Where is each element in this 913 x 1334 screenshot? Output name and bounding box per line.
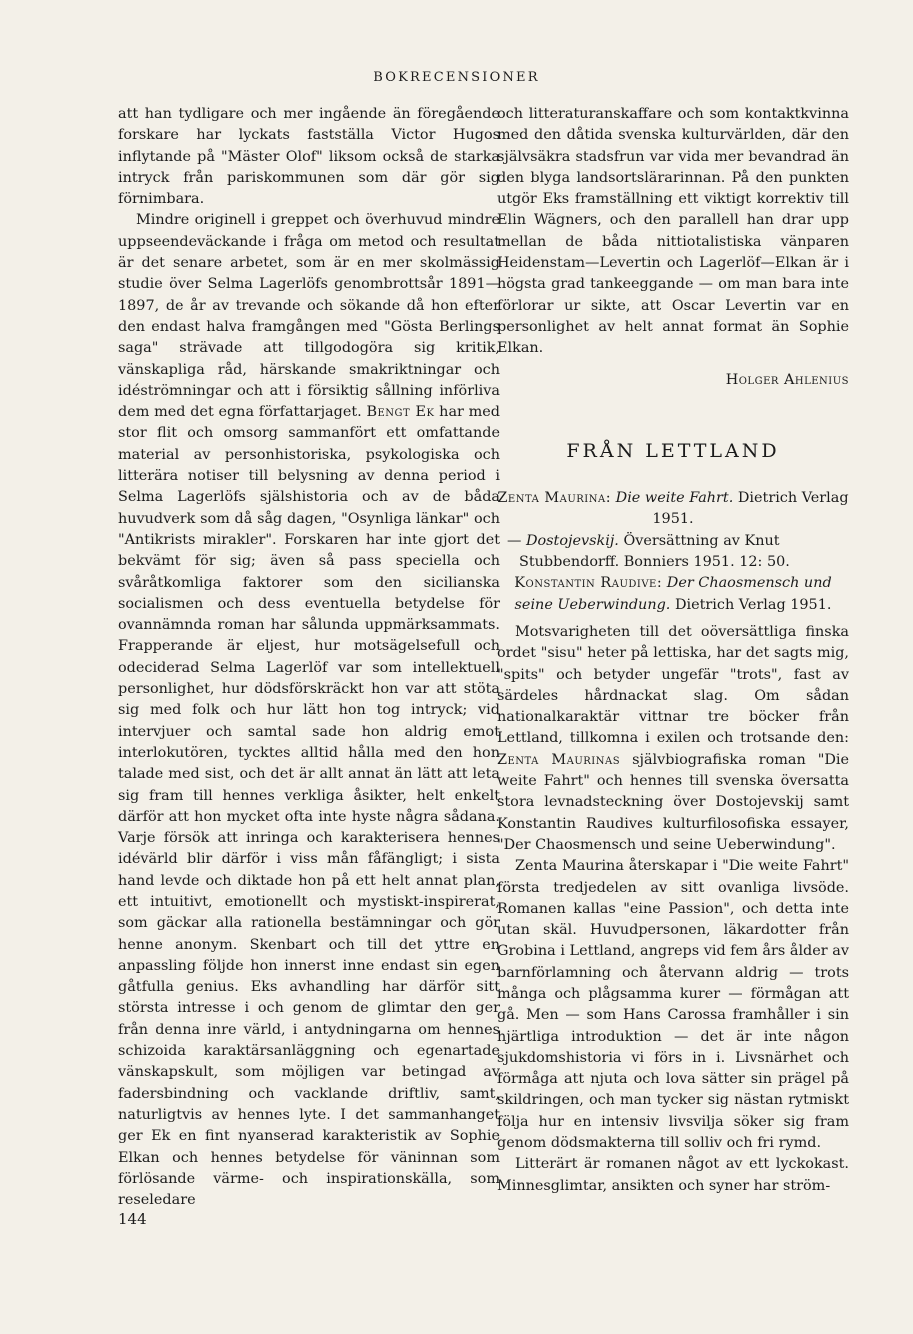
ref1-author: Zenta Maurina:: [497, 490, 612, 507]
book-reference-1: [497, 488, 849, 531]
left-column: [118, 104, 500, 1211]
right-paragraph-4: Litterärt är romanen något av ett lyckokast. Minnesglimtar, ansikten och syner har ström-: [497, 1156, 849, 1194]
ref2-dash: —: [507, 532, 522, 549]
book-reference-2: [497, 531, 849, 574]
book-reference-3: [497, 573, 849, 616]
ref2-publisher: Översättning av Knut Stubbendorff. Bonniers 1951. 12: 50.: [519, 532, 790, 571]
ref3-author: Konstantin Raudive:: [514, 575, 663, 592]
section-title: FRÅN LETTLAND: [566, 439, 780, 462]
left-paragraph-2-text-b: har med stor flit och omsorg sammanfört ett omfattande material av personhistoriska, psykologiska och litterära notiser till belysning av denna period i Selma Lagerlöfs själshistoria och av de båda huvudverk som då såg dagen, "Osynliga länkar" och "Antikrists mirakler". Forskaren har inte gjort det bekvämt för sig; även så pass speciella och svåråtkomliga faktorer som den sicilianska socialismen och dess eventuella betydelse för ovannämnda roman har sålunda uppmärksammats. Frapperande är eljest, hur motsägelsefull och odeciderad Selma Lagerlöf var som intellektuell personlighet, hur dödsförskräckt hon var att stöta sig med folk och hur lätt hon tog intryck; vid intervjuer och samtal sade hon aldrig emot interlokutören, tycktes alltid hålla med den hon talade med sist, och det är allt annat än lätt att leta sig fram till hennes verkliga åsikter, helt enkelt därför att hon mycket ofta inte hyste några sådana. Varje försök att inringa och karakterisera hennes idévärld blir därför i viss mån fåfängligt; i sista hand levde och diktade hon på ett helt annat plan, ett intuitivt, emotionellt och mystiskt-inspirerat, som gäckar alla rationella bestämningar och gör henne anonym. Skenbart och till det yttre en anpassling följde hon innerst inne endast sin egen gåtfulla genius. Eks avhandling har därför sitt största intresse i och genom de glimtar den ger från denna inre värld, i antydningarna om hennes schizoida karaktärsanläggning och egenartade vänskapskult, som möjligen var betingad av fadersbindning och vacklande driftliv, samt, naturligtvis av hennes lyte. I det sammanhanget ger Ek en fint nyanserad karakteristik av Sophie Elkan och hennes betydelse för väninnan som förlösande värme- och inspirationskälla, som reseledare: [118, 404, 501, 1209]
ref3-title: Der Chaosmensch und seine Ueberwindung.: [514, 575, 832, 613]
left-paragraph-2-text-a: Mindre originell i greppet och överhuvud mindre uppseendeväckande i fråga om metod och resultat är det senare arbetet, som är en mer skolmässig studie över Selma Lagerlöfs genombrottsår 1891—1897, de år av trevande och sökande då hon efter den endast halva framgången med "Gösta Berlings saga" strävade att tillgodogöra sig kritik, vänskapliga råd, härskande smakriktningar och idéströmningar och att i försiktig sållning införliva dem med det egna författarjaget.: [118, 212, 500, 421]
ref1-publisher: Dietrich Verlag 1951.: [652, 490, 849, 528]
right-paragraph-2-text-a: Motsvarigheten till det oöversättliga finska ordet "sisu" heter på lettiska, har det sagts mig, "spits" och betyder ungefär "trots", fast av särdeles hårdnackat slag. Om sådan nationalkaraktär vittnar tre böcker från Lettland, tillkomna i exilen och trotsande den:: [497, 623, 849, 747]
left-paragraph-1: att han tydligare och mer ingående än föregående forskare har lyckats fastställa Victor Hugos inflytande på "Mäster Olof" liksom också de starka intryck från pariskommunen som där gör sig förnimbara.: [118, 106, 500, 208]
page-number: 144: [118, 1210, 147, 1228]
ref1-title: Die weite Fahrt.: [615, 490, 734, 507]
ref3-publisher: Dietrich Verlag 1951.: [674, 596, 832, 613]
right-paragraph-3: Zenta Maurina återskapar i "Die weite Fahrt" första tredjedelen av sitt ovanliga livsöde. Romanen kallas "eine Passion", och detta inte utan skäl. Huvudpersonen, läkardotter från Grobina i Lettland, angreps vid fem års ålder av barnförlamning och återvann aldrig — trots många och plågsamma kurer — förmågan att gå. Men — som Hans Carossa framhåller i sin hjärtliga introduktion — det är inte någon sjukdomshistoria vi förs in i. Livsnärhet och förmåga att njuta och lova sätter sin prägel på skildringen, och man tycker sig nästan rytmiskt följa hur en intensiv livsvilja söker sig fram genom dödsmakterna till solliv och fri rymd.: [497, 858, 849, 1152]
review-signature: Holger Ahlenius: [725, 371, 849, 388]
reviewer-name-bengt-ek: Bengt Ek: [366, 404, 435, 421]
right-paragraph-2-text-b: självbiografiska roman "Die weite Fahrt" och hennes till svenska översatta stora levnadsteckning över Dostojevskij samt Konstantin Raudives kulturfilosofiska essayer, "Der Chaosmensch und seine Ueberwindung".: [497, 751, 849, 853]
right-paragraph-2: [497, 622, 849, 856]
running-head: BOKRECENSIONER: [373, 70, 540, 85]
right-column: [497, 104, 849, 1197]
left-paragraph-2: [118, 210, 500, 1211]
author-name-zenta-maurinas: Zenta Maurinas: [497, 751, 621, 768]
right-paragraph-1: och litteraturanskaffare och som kontaktkvinna med den dåtida svenska kulturvärlden, där den självsäkra stadsfrun var vida mer bevandrad än den blyga landsortslärarinnan. På den punkten utgör Eks framställning ett viktigt korrektiv till Elin Wägners, och den parallell han drar upp mellan de båda nittiotalistiska vänparen Heidenstam—Levertin och Lagerlöf—Elkan är i högsta grad tankeeggande — om man bara inte förlorar ur sikte, att Oscar Levertin var en personlighet av helt annat format än Sophie Elkan.: [497, 106, 849, 357]
ref2-title: Dostojevskij.: [525, 532, 619, 549]
